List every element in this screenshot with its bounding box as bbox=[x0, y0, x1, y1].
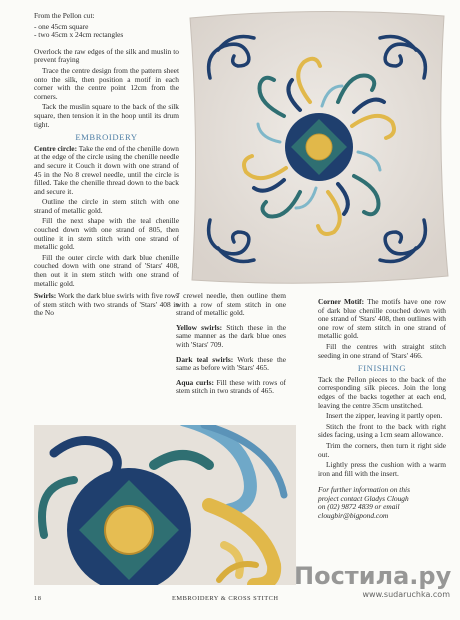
watermark-url: www.sudaruchka.com bbox=[362, 590, 450, 599]
section-heading-embroidery: EMBROIDERY bbox=[75, 132, 138, 143]
contact-email: clougbir@bigpond.com bbox=[318, 511, 389, 521]
cut-list-line: From the Pellon cut: bbox=[34, 11, 95, 20]
paragraph bbox=[318, 298, 446, 341]
cut-list-line: - one 45cm square bbox=[34, 21, 89, 31]
watermark bbox=[294, 562, 454, 602]
dark-teal-swirls-label: Dark teal swirls: bbox=[176, 354, 234, 364]
watermark-title: Постила.ру bbox=[294, 562, 452, 590]
yellow-swirls-label: Yellow swirls: bbox=[176, 322, 223, 332]
paragraph: Overlock the raw edges of the silk and muslin to prevent fraying bbox=[34, 46, 179, 65]
cushion-photo bbox=[182, 6, 452, 290]
paragraph bbox=[176, 379, 286, 396]
magazine-title: EMBROIDERY & CROSS STITCH bbox=[172, 595, 279, 602]
aqua-curls-label: Aqua curls: bbox=[176, 377, 214, 387]
paragraph: Fill the centres with straight stitch seeding in one strand of 'Stars' 466. bbox=[318, 341, 446, 360]
column-right bbox=[318, 298, 446, 521]
section-heading-finishing: FINISHING bbox=[357, 363, 407, 374]
paragraph: Stitch the front to the back with right sides facing, using a 1cm seam allowance. bbox=[318, 421, 446, 440]
yellow-swirls-text: Stitch these in the same manner as the dark blue ones with 'Stars' 709. bbox=[176, 322, 286, 349]
aqua-curls-text: Fill these with rows of stem stitch in two strands of 465. bbox=[176, 377, 286, 396]
paragraph bbox=[176, 356, 286, 373]
paragraph: Fill the outer circle with dark blue chenille couched down with one strand of 'Stars' 408, then out it in stem stitch with one strand of metallic gold. bbox=[34, 252, 179, 288]
column-middle bbox=[176, 292, 286, 398]
corner-motif-label: Corner Motif: bbox=[318, 297, 365, 306]
paragraph: Tack the Pellon pieces to the back of the corresponding silk pieces. Join the long edges of the backs together at each end, leaving the centre 35cm unstitched. bbox=[318, 374, 446, 410]
contact-line: For further information on this bbox=[318, 485, 410, 495]
dark-teal-swirls-text: Work these the same as before with 'Stars' 465. bbox=[176, 354, 286, 373]
paragraph: 7 crewel needle, then outline them with a row of stem stitch in one strand of metallic gold. bbox=[176, 291, 286, 318]
column-left bbox=[34, 12, 179, 320]
page-number: 18 bbox=[34, 595, 42, 602]
paragraph bbox=[34, 145, 179, 197]
paragraph: Tack the muslin square to the back of the silk square, then tension it in the hoop until its drum tight. bbox=[34, 102, 179, 129]
paragraph: Lightly press the cushion with a warm iron and fill with the insert. bbox=[318, 460, 446, 478]
contact-line: on (02) 9872 4839 or email bbox=[318, 502, 400, 512]
paragraph: Outline the circle in stem stitch with one strand of metallic gold. bbox=[34, 197, 179, 215]
centre-circle-text: Take the end of the chenille down at the edge of the circle using the chenille needle and secure it Couch it down with one strand of 45 in the No 8 crewel needle, until the circle is filled. Take the chenille thread down to the back and secure it. bbox=[34, 143, 179, 196]
paragraph: Insert the zipper, leaving it partly open. bbox=[326, 411, 443, 421]
centre-circle-label: Centre circle: bbox=[34, 143, 78, 153]
swirls-label: Swirls: bbox=[34, 291, 57, 301]
cut-list-line: - two 45cm x 24cm rectangles bbox=[34, 30, 124, 40]
paragraph: Trace the centre design from the pattern sheet onto the silk, then position a motif in each corner with the centre point 12cm from the corners. bbox=[34, 65, 179, 101]
corner-motif-text: The motifs have one row of dark blue chenille couched down with one strand of 'Stars' 408, then outlines with one row of stem stitch in one strand of metallic gold. bbox=[318, 297, 446, 341]
paragraph: Trim the corners, then turn it right side out. bbox=[318, 440, 446, 459]
paragraph: Fill the next shape with the teal chenille couched down with one strand of 805, then outline it in stem stitch with one strand of metallic gold. bbox=[34, 216, 179, 252]
swirls-text: Work the dark blue swirls with five rows of stem stitch with two strands of 'Stars' 408 in the No bbox=[34, 291, 179, 318]
paragraph bbox=[34, 292, 179, 318]
embroidery-detail-photo bbox=[34, 425, 296, 585]
contact-line: project contact Gladys Clough bbox=[318, 493, 409, 503]
paragraph bbox=[176, 324, 286, 350]
